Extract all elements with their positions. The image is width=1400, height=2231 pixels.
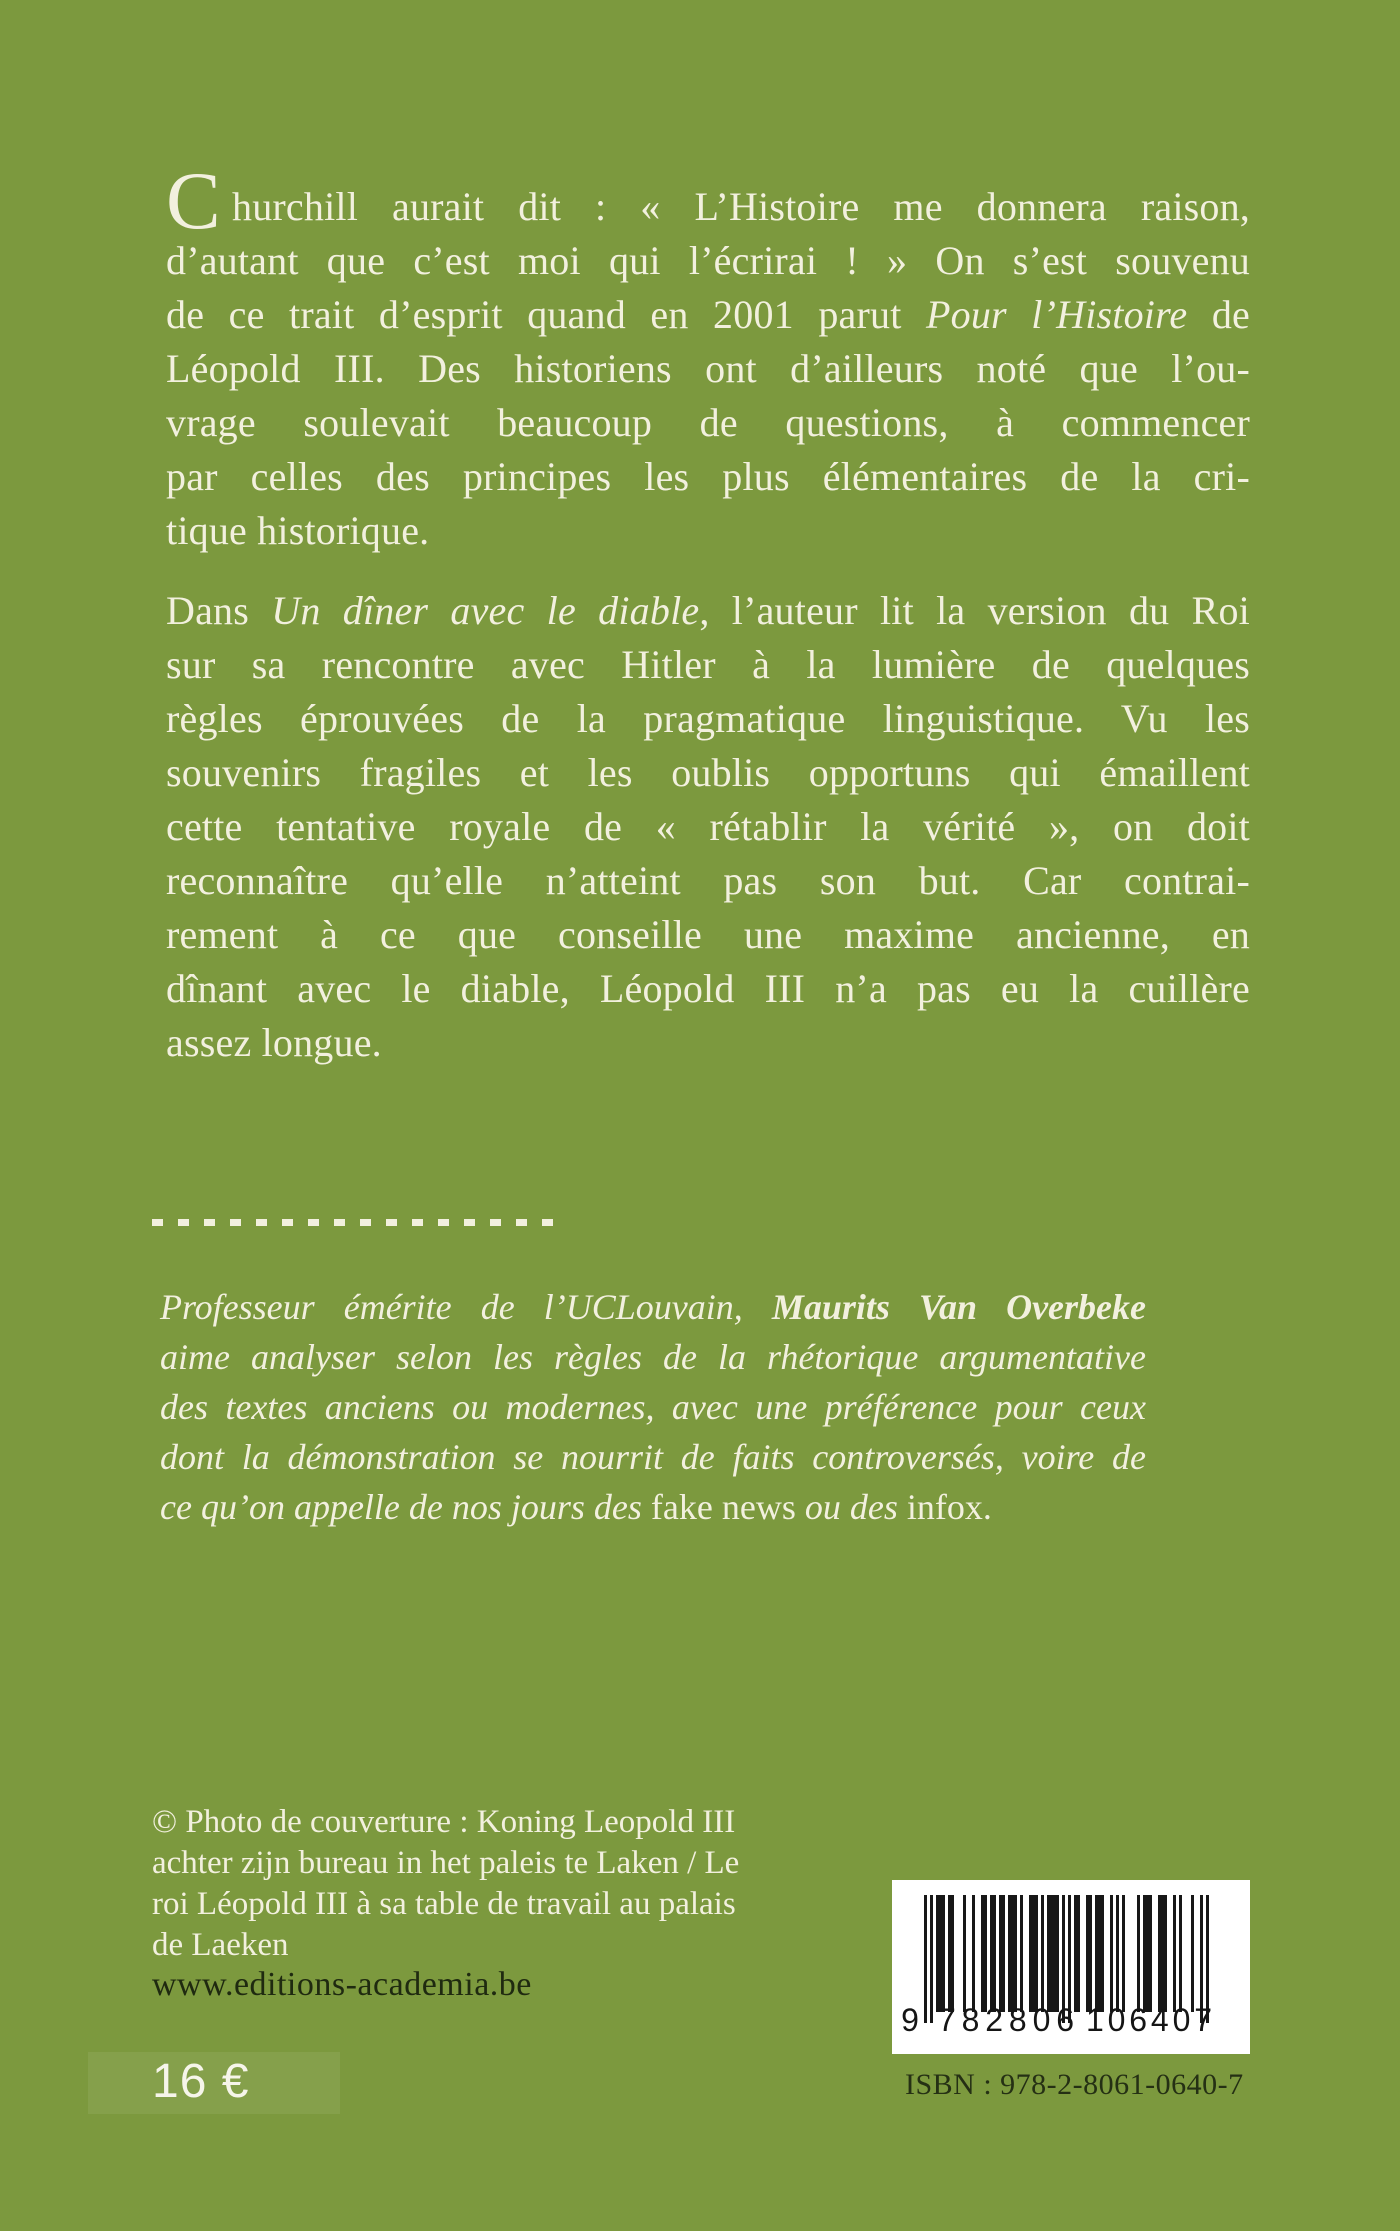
text-line: roi Léopold III à sa table de travail au palais bbox=[152, 1886, 736, 1922]
text-line: par celles des principes les plus élémentaires de la cri- bbox=[166, 454, 1250, 499]
text-line: reconnaître qu’elle n’atteint pas son but. Car contrai- bbox=[166, 858, 1250, 903]
text-line: achter zijn bureau in het paleis te Laken / Le bbox=[152, 1845, 740, 1881]
text-line: assez longue. bbox=[166, 1020, 382, 1065]
barcode-left-digits: 7 8 2 8 0 6 bbox=[938, 2002, 1074, 2038]
isbn-label: ISBN : 978-2-8061-0640-7 bbox=[905, 2068, 1244, 2101]
text-line: de Laeken bbox=[152, 1927, 289, 1963]
initial-cap: C bbox=[166, 155, 221, 246]
text-line: ce qu’on appelle de nos jours des fake news ou des infox. bbox=[160, 1487, 992, 1527]
text-line: souvenirs fragiles et les oublis opportuns qui émaillent bbox=[166, 750, 1250, 795]
text-line: sur sa rencontre avec Hitler à la lumière de quelques bbox=[166, 642, 1250, 687]
synopsis-paragraph-1 bbox=[166, 155, 1250, 558]
text-line: aime analyser selon les règles de la rhétorique argumentative bbox=[160, 1337, 1146, 1377]
barcode-first-digit: 9 bbox=[901, 2002, 919, 2038]
text-line: Dans Un dîner avec le diable, l’auteur lit la version du Roi bbox=[166, 588, 1250, 633]
ean-barcode bbox=[892, 1880, 1250, 2054]
text-line: rement à ce que conseille une maxime ancienne, en bbox=[166, 912, 1250, 957]
barcode-right-digits: 1 0 6 4 0 7 bbox=[1086, 2002, 1212, 2038]
text-line: tique historique. bbox=[166, 508, 430, 553]
text-line: C hurchill aurait dit : « L’Histoire me donnera raison, bbox=[166, 155, 1250, 246]
text-line: Léopold III. Des historiens ont d’ailleurs noté que l’ou- bbox=[166, 346, 1250, 391]
dashed-separator bbox=[152, 1219, 562, 1226]
text-line: vrage soulevait beaucoup de questions, à commencer bbox=[166, 400, 1250, 445]
synopsis-paragraph-2 bbox=[166, 584, 1250, 1070]
text-line: règles éprouvées de la pragmatique linguistique. Vu les bbox=[166, 696, 1250, 741]
text-line: Professeur émérite de l’UCLouvain, Maurits Van Overbeke bbox=[160, 1287, 1146, 1327]
price-label: 16 € bbox=[152, 2055, 250, 2108]
text-line: cette tentative royale de « rétablir la vérité », on doit bbox=[166, 804, 1250, 849]
text-line: des textes anciens ou modernes, avec une préférence pour ceux bbox=[160, 1387, 1146, 1427]
publisher-website: www.editions-academia.be bbox=[152, 1966, 532, 2003]
text-line: de ce trait d’esprit quand en 2001 parut Pour l’Histoire de bbox=[166, 292, 1250, 337]
text-line: dont la démonstration se nourrit de faits controversés, voire de bbox=[160, 1437, 1146, 1477]
text-line: d’autant que c’est moi qui l’écrirai ! » On s’est souvenu bbox=[166, 238, 1250, 283]
text-line: © Photo de couverture : Koning Leopold III bbox=[152, 1804, 736, 1840]
text-line: dînant avec le diable, Léopold III n’a pas eu la cuillère bbox=[166, 966, 1250, 1011]
photo-credit bbox=[152, 1802, 812, 1966]
author-bio bbox=[160, 1282, 1146, 1532]
